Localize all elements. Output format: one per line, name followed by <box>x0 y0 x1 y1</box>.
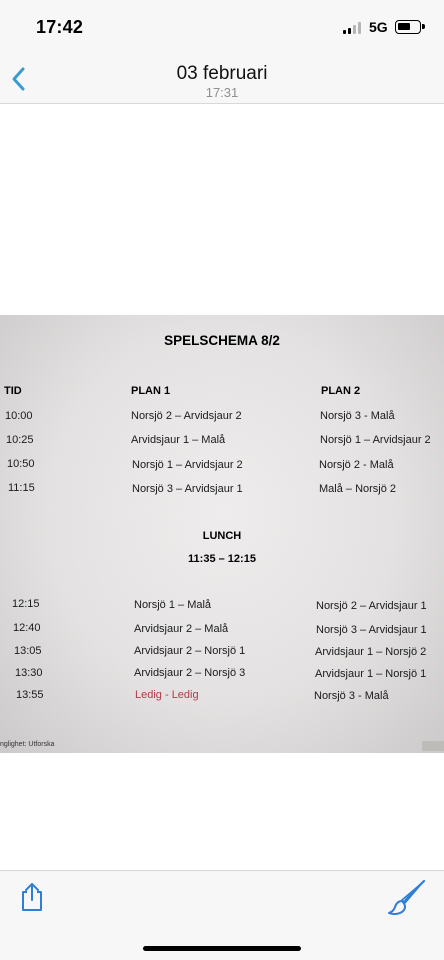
photo-footer-text: nglighet: Utforska <box>0 741 55 748</box>
markup-button[interactable] <box>386 877 428 919</box>
share-button[interactable] <box>18 881 46 913</box>
nav-subtitle: 17:31 <box>205 85 239 100</box>
status-bar <box>0 0 444 54</box>
row-plan1: Arvidsjaur 1 – Malå <box>131 434 226 446</box>
schedule-photo[interactable] <box>0 315 444 753</box>
row-plan1: Norsjö 3 – Arvidsjaur 1 <box>132 483 243 495</box>
bottom-toolbar <box>0 870 444 960</box>
row-time: 10:50 <box>7 458 35 470</box>
network-type: 5G <box>369 19 388 35</box>
row-plan1: Norsjö 1 – Malå <box>134 599 212 611</box>
row-plan1: Norsjö 2 – Arvidsjaur 2 <box>131 410 242 422</box>
row-time: 13:05 <box>14 645 42 657</box>
header-plan2: PLAN 2 <box>321 385 361 397</box>
row-plan1: Arvidsjaur 2 – Norsjö 1 <box>134 645 246 657</box>
row-plan2: Norsjö 3 – Arvidsjaur 1 <box>316 624 427 636</box>
signal-icon <box>343 22 363 34</box>
markup-brush-icon <box>386 877 428 919</box>
row-time: 10:00 <box>5 410 33 422</box>
schedule-title: SPELSCHEMA 8/2 <box>164 333 280 348</box>
lunch-time: 11:35 – 12:15 <box>188 553 256 565</box>
status-time: 17:42 <box>36 17 84 37</box>
row-plan2: Norsjö 2 – Arvidsjaur 1 <box>316 600 427 612</box>
nav-bar <box>0 54 444 104</box>
row-plan2: Norsjö 2 - Malå <box>319 459 394 471</box>
row-plan1: Arvidsjaur 2 – Norsjö 3 <box>134 667 246 679</box>
battery-icon <box>395 20 421 34</box>
row-plan2: Norsjö 3 - Malå <box>320 410 395 422</box>
row-plan2: Arvidsjaur 1 – Norsjö 2 <box>315 646 427 658</box>
row-plan1: Arvidsjaur 2 – Malå <box>134 623 229 635</box>
header-plan1: PLAN 1 <box>131 385 171 397</box>
row-plan1-free: Ledig - Ledig <box>135 689 199 701</box>
row-plan2: Norsjö 3 - Malå <box>314 690 389 702</box>
row-time: 12:15 <box>12 598 40 610</box>
header-time: TID <box>4 385 22 397</box>
row-plan2: Malå – Norsjö 2 <box>319 483 397 495</box>
photo-footer-icon <box>422 741 444 751</box>
share-icon <box>18 881 46 913</box>
row-time: 13:55 <box>16 689 44 701</box>
row-time: 11:15 <box>8 482 35 494</box>
row-time: 12:40 <box>13 622 41 634</box>
row-plan1: Norsjö 1 – Arvidsjaur 2 <box>132 459 243 471</box>
row-time: 10:25 <box>6 434 34 446</box>
row-plan2: Norsjö 1 – Arvidsjaur 2 <box>320 434 431 446</box>
lunch-label: LUNCH <box>202 530 242 542</box>
row-time: 13:30 <box>15 667 43 679</box>
row-plan2: Arvidsjaur 1 – Norsjö 1 <box>315 668 427 680</box>
nav-title: 03 februari <box>176 63 268 84</box>
home-indicator <box>143 946 301 951</box>
